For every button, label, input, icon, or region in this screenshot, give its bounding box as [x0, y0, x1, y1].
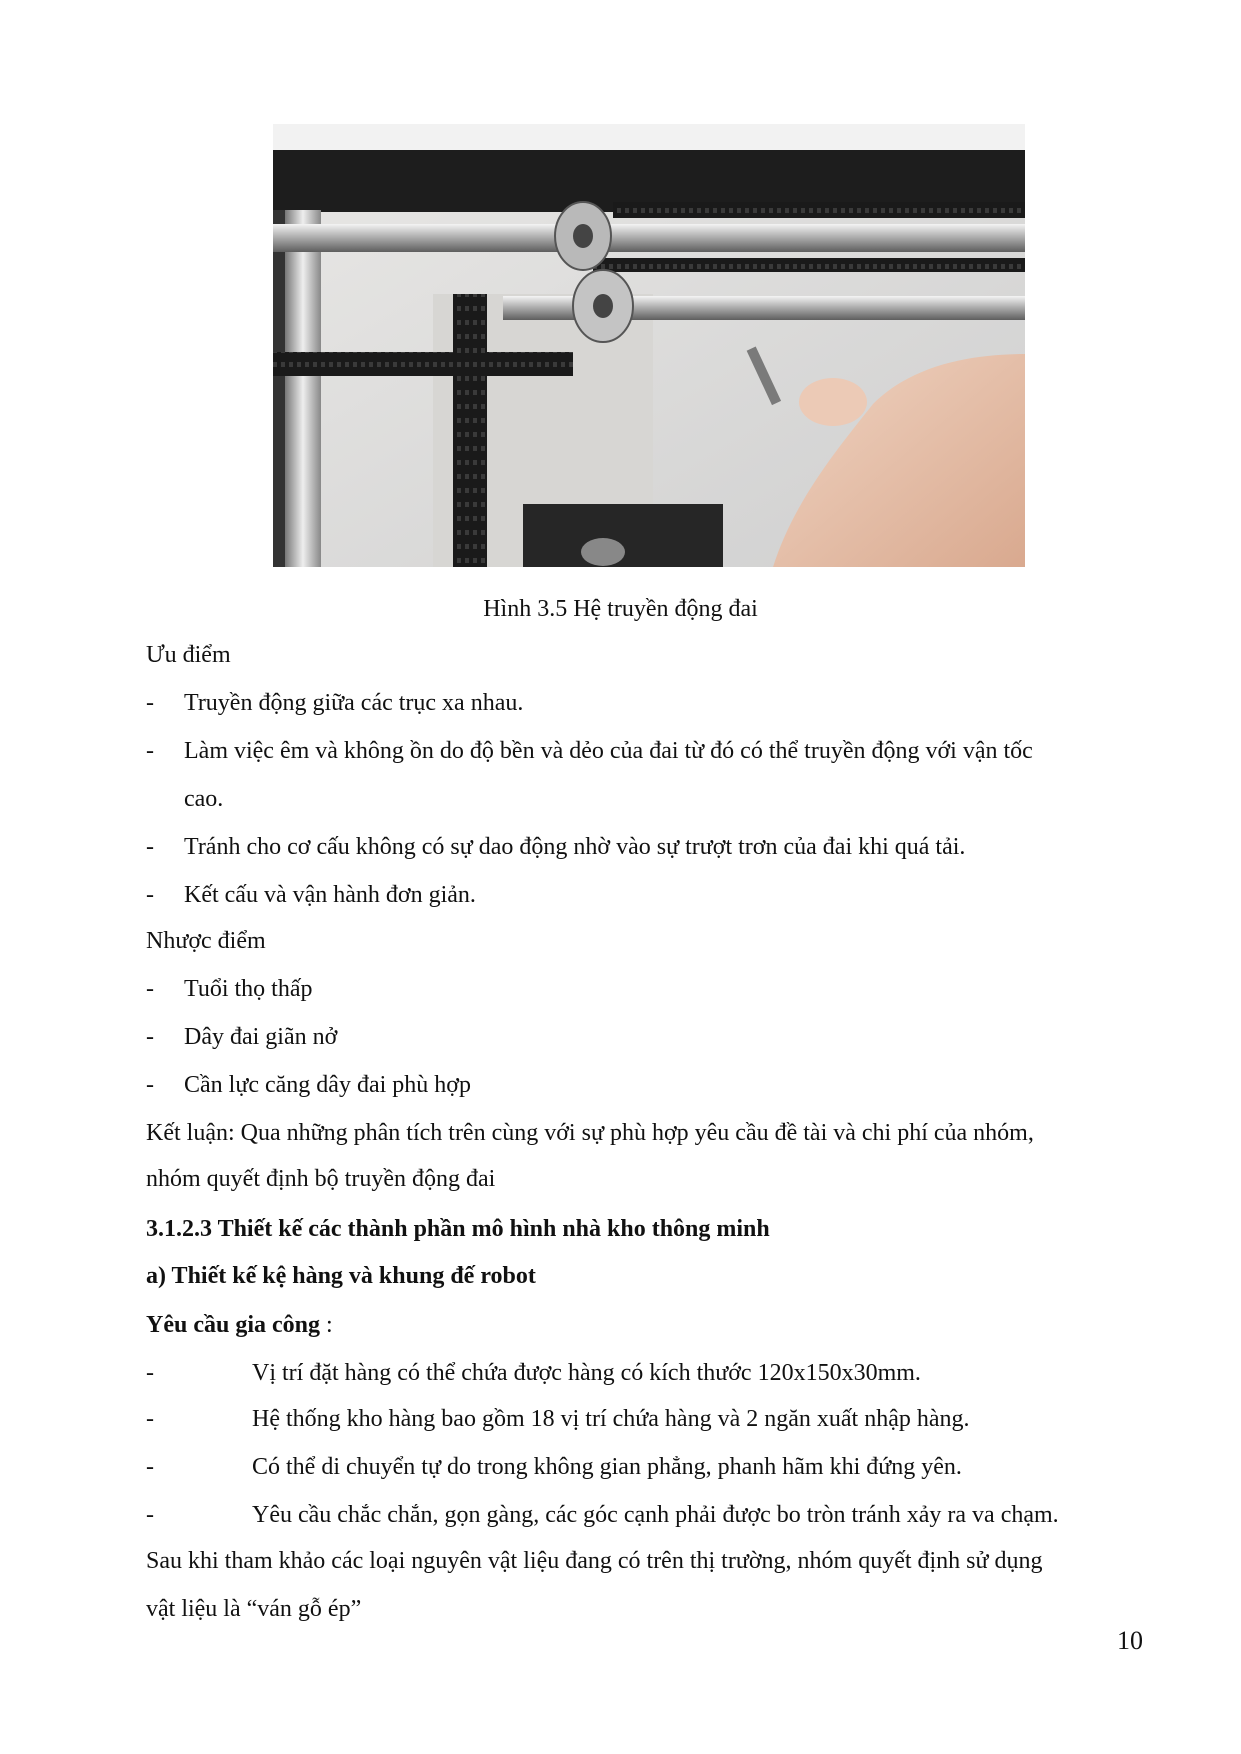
- advantage-item: Truyền động giữa các trục xa nhau.: [184, 690, 524, 716]
- subsection-title: a) Thiết kế kệ hàng và khung đế robot: [146, 1263, 536, 1289]
- bullet-dash: -: [146, 882, 154, 908]
- bullet-dash: -: [146, 1360, 154, 1386]
- requirement-item: Yêu cầu chắc chắn, gọn gàng, các góc cạnh phải được bo tròn tránh xảy ra va chạm.: [252, 1502, 1059, 1528]
- figure-caption: Hình 3.5 Hệ truyền động đai: [483, 596, 758, 622]
- page-number: 10: [1117, 1626, 1143, 1655]
- advantages-heading: Ưu điểm: [146, 642, 231, 668]
- section-title: 3.1.2.3 Thiết kế các thành phần mô hình nhà kho thông minh: [146, 1216, 770, 1242]
- bullet-dash: -: [146, 834, 154, 860]
- belt-drive-photo: [273, 124, 1025, 567]
- bullet-dash: -: [146, 738, 154, 764]
- bullet-dash: -: [146, 1072, 154, 1098]
- advantage-item-continuation: cao.: [184, 786, 224, 812]
- requirement-item: Có thể di chuyển tự do trong không gian phẳng, phanh hãm khi đứng yên.: [252, 1454, 962, 1480]
- material-line-1: Sau khi tham khảo các loại nguyên vật liệu đang có trên thị trường, nhóm quyết định sử dụng: [146, 1548, 1043, 1574]
- conclusion-line-2: nhóm quyết định bộ truyền động đai: [146, 1166, 496, 1192]
- advantage-item: Kết cấu và vận hành đơn giản.: [184, 882, 476, 908]
- requirements-label: Yêu cầu gia công: [146, 1312, 320, 1338]
- bullet-dash: -: [146, 1024, 154, 1050]
- advantage-item: Tránh cho cơ cấu không có sự dao động nhờ vào sự trượt trơn của đai khi quá tải.: [184, 834, 966, 860]
- bullet-dash: -: [146, 1454, 154, 1480]
- disadvantage-item: Cần lực căng dây đai phù hợp: [184, 1072, 471, 1098]
- disadvantage-item: Dây đai giãn nở: [184, 1024, 338, 1050]
- disadvantages-heading: Nhược điểm: [146, 928, 266, 954]
- disadvantage-item: Tuổi thọ thấp: [184, 976, 313, 1002]
- advantage-item: Làm việc êm và không ồn do độ bền và dẻo của đai từ đó có thể truyền động với vận tốc: [184, 738, 1033, 764]
- requirements-heading: [146, 1312, 333, 1339]
- bullet-dash: -: [146, 976, 154, 1002]
- conclusion-line-1: Kết luận: Qua những phân tích trên cùng với sự phù hợp yêu cầu đề tài và chi phí của nhóm,: [146, 1120, 1034, 1146]
- bullet-dash: -: [146, 690, 154, 716]
- bullet-dash: -: [146, 1502, 154, 1528]
- requirement-item: Vị trí đặt hàng có thể chứa được hàng có kích thước 120x150x30mm.: [252, 1360, 921, 1386]
- bullet-dash: -: [146, 1406, 154, 1432]
- requirements-colon: :: [320, 1312, 333, 1338]
- material-line-2: vật liệu là “ván gỗ ép”: [146, 1596, 362, 1622]
- requirement-item: Hệ thống kho hàng bao gồm 18 vị trí chứa hàng và 2 ngăn xuất nhập hàng.: [252, 1406, 970, 1432]
